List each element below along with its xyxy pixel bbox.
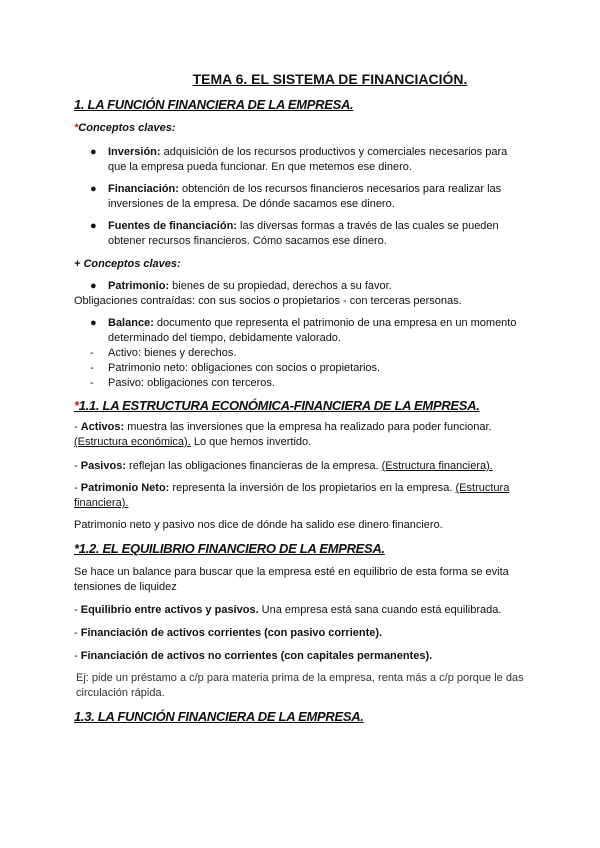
financiacion-no-corrientes: - Financiación de activos no corrientes (con capitales permanentes).: [74, 650, 433, 662]
bullet-icon: ●: [90, 146, 97, 158]
bullet-inversion: ● Inversión: adquisición de los recursos productivos y comerciales necesarios para que la empresa pueda funcionar. En que metemos ese dinero.: [90, 146, 508, 173]
bullet-icon: ●: [90, 220, 97, 232]
concepts-star: *: [74, 122, 79, 134]
financiacion-corrientes: - Financiación de activos corrientes (con pasivo corriente).: [74, 627, 383, 639]
bullet-patrimonio: ● Patrimonio: bienes de su propiedad, derechos a su favor.: [90, 280, 392, 292]
bullet-financiacion: ● Financiación: obtención de los recursos financieros necesarios para realizar las inversiones de la empresa. De dónde sacamos ese dinero.: [90, 183, 502, 210]
dash-patrimonio-neto: - Patrimonio neto: obligaciones con socios o propietarios.: [90, 362, 381, 374]
dash-activo: - Activo: bienes y derechos.: [90, 347, 237, 359]
page-title: TEMA 6. EL SISTEMA DE FINANCIACIÓN.: [192, 71, 468, 87]
pasivos-paragraph: - Pasivos: reflejan las obligaciones financieras de la empresa. (Estructura financiera).: [74, 460, 493, 472]
dash-pasivo: - Pasivo: obligaciones con terceros.: [90, 377, 275, 389]
section-1-heading: 1. LA FUNCIÓN FINANCIERA DE LA EMPRESA.: [74, 97, 354, 112]
bullet-fuentes: ● Fuentes de financiación: las diversas formas a través de las cuales se pueden obtener recursos financieros. Cómo sacamos ese dinero.: [90, 220, 499, 247]
patrimonio-neto-paragraph: - Patrimonio Neto: representa la inversión de los propietarios en la empresa. (Estructura financiera).: [74, 482, 510, 509]
patrimonio-note: Patrimonio neto y pasivo nos dice de dónde ha salido ese dinero financiero.: [74, 519, 443, 531]
estructura-financiera-label: (Estructura financiera).: [381, 460, 493, 472]
bullet-icon: ●: [90, 280, 97, 292]
heading-star: *: [74, 398, 79, 413]
obligaciones-text: Obligaciones contraídas: con sus socios o propietarios - con terceras personas.: [74, 295, 462, 307]
example-text: Ej: pide un préstamo a c/p para materia prima de la empresa, renta más a c/p porque le das circulación rápida.: [76, 672, 524, 699]
more-concepts-label: + Conceptos claves:: [74, 258, 181, 270]
bullet-icon: ●: [90, 317, 97, 329]
estructura-financiera-label: (Estructura financiera).: [74, 482, 510, 509]
section-1-3-heading: 1.3. LA FUNCIÓN FINANCIERA DE LA EMPRESA.: [74, 709, 364, 724]
bullet-balance: ● Balance: documento que representa el patrimonio de una empresa en un momento determinado del tiempo, debidamente valorado.: [90, 317, 517, 344]
equilibrio-intro: Se hace un balance para buscar que la empresa esté en equilibrio de esta forma se evita tensiones de liquidez: [74, 566, 509, 593]
equilibrio-paragraph: - Equilibrio entre activos y pasivos. Una empresa está sana cuando está equilibrada.: [74, 604, 502, 616]
section-1-2-heading: *1.2. EL EQUILIBRIO FINANCIERO DE LA EMPRESA.: [74, 541, 385, 556]
concepts-label: *Conceptos claves:: [74, 122, 176, 134]
activos-paragraph: - Activos: muestra las inversiones que la empresa ha realizado para poder funcionar. (Estructura económica). Lo que hemos invertido.: [74, 421, 492, 448]
bullet-icon: ●: [90, 183, 97, 195]
estructura-economica-label: (Estructura económica).: [74, 436, 191, 448]
section-1-1-heading: *1.1. LA ESTRUCTURA ECONÓMICA-FINANCIERA DE LA EMPRESA.: [74, 398, 480, 413]
